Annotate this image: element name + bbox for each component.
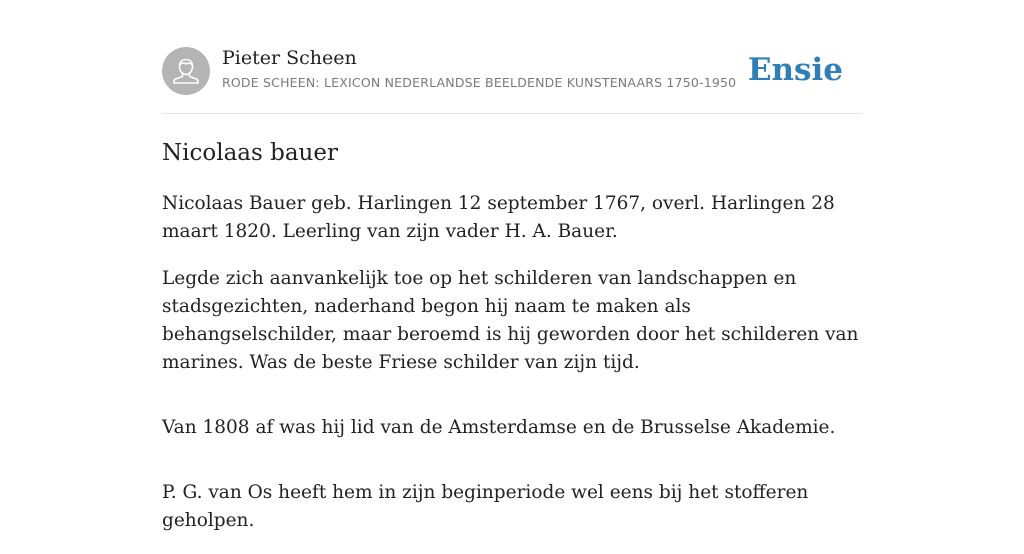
ensie-logo[interactable]: Ensie [747, 52, 843, 88]
article-paragraph: Nicolaas Bauer geb. Harlingen 12 september 1767, overl. Harlingen 28 maart 1820. Leerling van zijn vader H. A. Bauer. [162, 193, 835, 242]
header-divider [162, 113, 862, 114]
source-title[interactable]: RODE SCHEEN: LEXICON NEDERLANDSE BEELDENDE KUNSTENAARS 1750-1950 [222, 75, 737, 90]
article-body [162, 190, 862, 554]
article-header [162, 47, 862, 95]
article-paragraph: Legde zich aanvankelijk toe op het schilderen van landschappen en stadsgezichten, naderhand begon hij naam te maken als behangselschilder, maar beroemd is hij geworden door het schilderen van marines. Was de beste Friese schilder van zijn tijd. [162, 268, 859, 373]
article-paragraph: P. G. van Os heeft hem in zijn beginperiode wel eens bij het stofferen geholpen. [162, 482, 809, 531]
user-silhouette-icon [162, 47, 210, 95]
author-name[interactable]: Pieter Scheen [222, 47, 357, 69]
article-paragraph: Van 1808 af was hij lid van de Amsterdamse en de Brusselse Akademie. [162, 417, 836, 438]
author-avatar[interactable] [162, 47, 210, 95]
article-title: Nicolaas bauer [162, 140, 338, 166]
